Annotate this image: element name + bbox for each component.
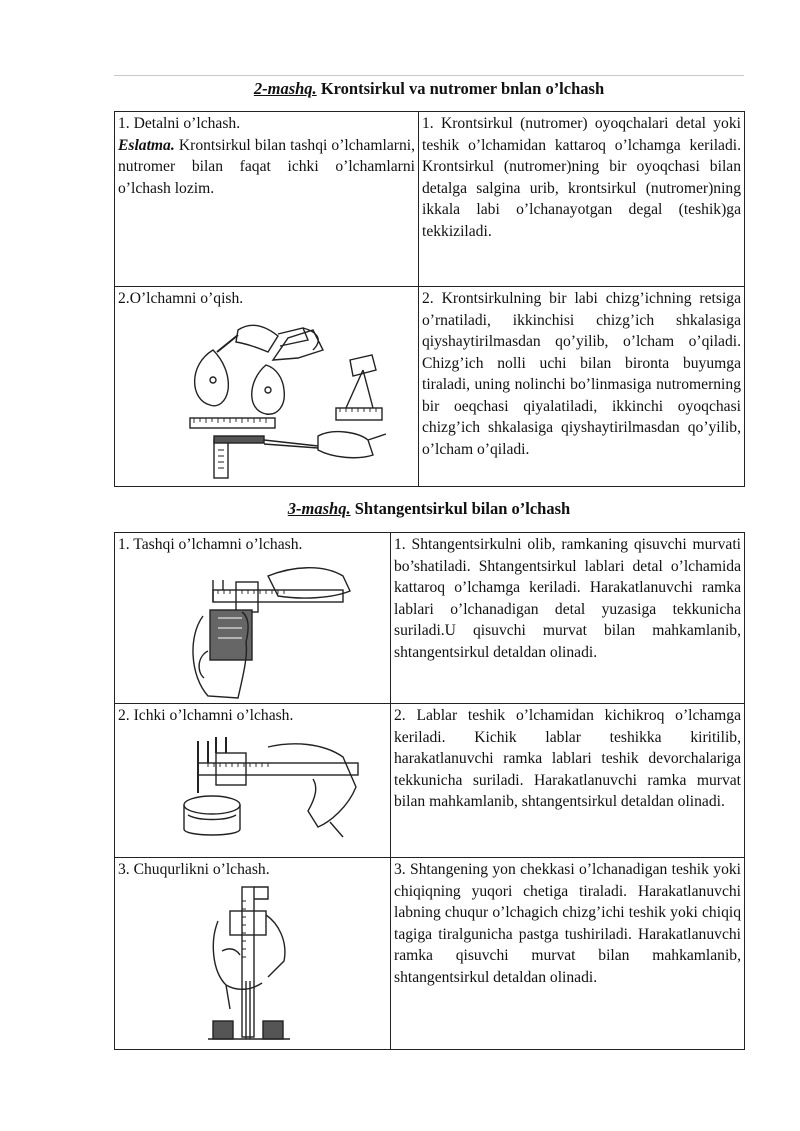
step-title: 2.O’lchamni o’qish.: [118, 290, 244, 307]
exercise2-heading: [114, 79, 744, 99]
exercise3-number: 3-mashq.: [287, 499, 351, 518]
vernier-outer-measure-illustration: [118, 556, 386, 701]
step-title: 1. Tashqi o’lchamni o’lchash.: [118, 536, 303, 553]
table-row: [115, 112, 745, 287]
exercise2-number: 2-mashq.: [253, 79, 317, 98]
exercise3-row3-left: [115, 858, 391, 1050]
exercise3-row2-left: [115, 704, 391, 858]
exercise2-row1-right: 1. Krontsirkul (nutromer) oyoqchalari detal yoki teshik o’lchamidan kattaroq o’lchamga keriladi. Krontsirkul (nutromer)ning bir oyoqchasi bilan detalga salgina urib, krontsirkul (nutromer)ning ikkala labi o’lchanayotgan degal (teshik)ga tekkiziladi.: [419, 112, 745, 287]
exercise2-row2-right: 2. Krontsirkulning bir labi chizg’ichning retsiga o’rnatiladi, ikkinchisi chizg’ich shkalasiga qiyshaytirilmasdan qo’yilib, o’lcham o’qiladi. Chizg’ich nolli uchi bilan bironta buyumga tiraladi, uning nolinchi bo’linmasiga nutromerning bir oeqchasi qiyalatiladi, ikkinchi oyoqchasi chizg’ich shkalasiga qiyshaytirilmasdan qo’yilib, o’lcham o’qiladi.: [419, 287, 745, 487]
exercise2-title: Krontsirkul va nutromer bnlan o’lchash: [320, 79, 605, 98]
exercise3-table: [114, 532, 745, 1050]
exercise3-row1-left: [115, 533, 391, 704]
exercise2-row2-left: [115, 287, 419, 487]
exercise3-row3-right: 3. Shtangening yon chekkasi o’lchanadigan teshik yoki chiqiqning yuqori chetiga tiraladi. Harakatlanuvchi labning chuqur o’lchagich chizg’ichi teshik yoki chiqiq tagiga tiralgunicha pastga tushiriladi. Harakatlanuvchi ramka qisuvchi murvat bilan mahkamlanib, shtangentsirkul detaldan olinadi.: [391, 858, 745, 1050]
step-title: 3. Chuqurlikni o’lchash.: [118, 861, 270, 878]
table-row: [115, 287, 745, 487]
step-title: 2. Ichki o’lchamni o’lchash.: [118, 707, 294, 724]
table-row: [115, 533, 745, 704]
vernier-inner-measure-illustration: [118, 727, 386, 851]
note-label: Eslatma.: [118, 136, 175, 154]
vernier-depth-measure-illustration: [118, 881, 386, 1046]
exercise3-heading: [114, 499, 744, 519]
exercise3-row2-right: 2. Lablar teshik o’lchamidan kichikroq o’lchamga keriladi. Kichik lablar teshikka kiritilib, harakatlanuvchi ramka lablari teshik devorchalariga tekkunicha suriladi. Harakatlanuvchi ramka murvat bilan mahkamlanib, shtangentsirkul detaldan olinadi.: [391, 704, 745, 858]
top-rule: [114, 75, 744, 76]
calipers-and-ruler-illustration: [118, 310, 414, 480]
exercise3-row1-right: 1. Shtangentsirkulni olib, ramkaning qisuvchi murvati bo’shatiladi. Shtangentsirkul lablari detal o’lchamida kattaroq o’lchamga keriladi. Harakatlanuvchi ramka lablari o’lchanadigan detal yuzasiga tekkunicha suriladi.U qisuvchi murvat bilan mahkamlanib, shtangentsirkul detaldan olinadi.: [391, 533, 745, 704]
table-row: [115, 704, 745, 858]
step-title: 1. Detalni o’lchash.: [118, 115, 241, 132]
note: [118, 135, 415, 200]
note-text: Krontsirkul bilan tashqi o’lchamlarni, nutromer bilan faqat ichki o’lchamlarni o’lchash lozim.: [118, 136, 415, 197]
exercise3-title: Shtangentsirkul bilan o’lchash: [354, 499, 571, 518]
exercise2-table: [114, 111, 745, 487]
exercise2-row1-left: [115, 112, 419, 287]
table-row: [115, 858, 745, 1050]
